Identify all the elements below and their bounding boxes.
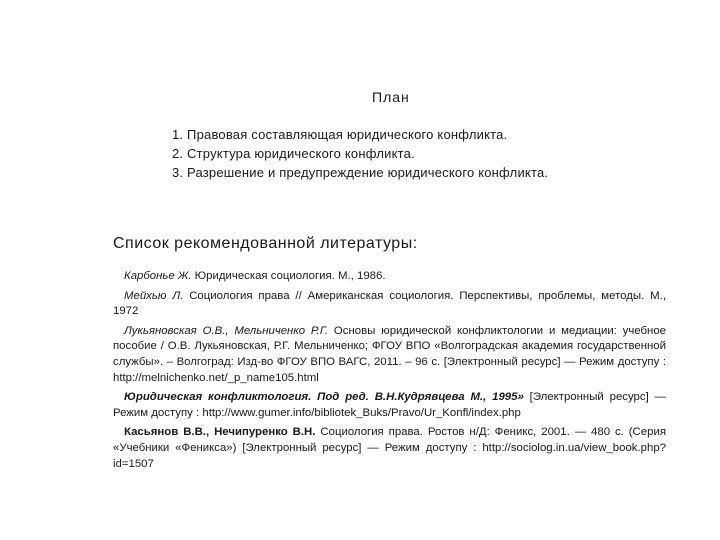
plan-item: 2. Структура юридического конфликта. — [172, 146, 415, 161]
reference-text: [Электронный ресурс] — Режим доступу : http://www.gumer.info/bibliotek_Buks/Pravo/Ur_Konfl/index.php — [113, 391, 666, 419]
plan-title: План — [372, 89, 410, 105]
reference-text: Основы юридической конфликтологии и медиации: учебное пособие / О.В. Лукьяновская, Р.Г. Мельниченко; ФГОУ ВПО «Волгоградская академия государственной службы». – Волгоград: Изд-во ФГОУ ВПО ВАГС, 2011. – 96 с. [Электронный ресурс] — Режим доступу : http://melnichenko.net/_p_name105.html — [113, 324, 666, 384]
literature-heading: Список рекомендованной литературы: — [113, 235, 418, 252]
reference-text: Социология права. Ростов н/Д: Феникс, 2001. — 480 с. (Серия «Учебники «Феникса») [Электронный ресурс] — Режим доступу : http://sociolog.in.ua/view_book.php?id=1507 — [113, 426, 666, 470]
reference-item — [113, 425, 666, 472]
reference-author: Касьянов В.В., Нечипуренко В.Н. — [124, 426, 316, 439]
reference-item — [113, 390, 666, 421]
reference-item — [113, 324, 666, 386]
reference-list — [113, 269, 666, 476]
reference-text: Юридическая социология. М., 1986. — [191, 270, 386, 282]
plan-list — [172, 125, 652, 182]
reference-author: Карбонье Ж. — [124, 270, 192, 282]
reference-author: Лукьяновская О.В., Мельниченко Р.Г. — [124, 324, 329, 337]
reference-item — [113, 289, 666, 320]
reference-item — [113, 269, 666, 285]
plan-item: 3. Разрешение и предупреждение юридического конфликта. — [172, 165, 549, 180]
reference-author: Юридическая конфликтология. Под ред. В.Н.Кудрявцева М., 1995» — [124, 391, 524, 404]
reference-author: Мейхью Л. — [124, 289, 184, 302]
reference-text: Социология права // Американская социология. Перспективы, проблемы, методы. М., 1972 — [113, 289, 666, 318]
plan-item: 1. Правовая составляющая юридического конфликта. — [172, 127, 508, 142]
